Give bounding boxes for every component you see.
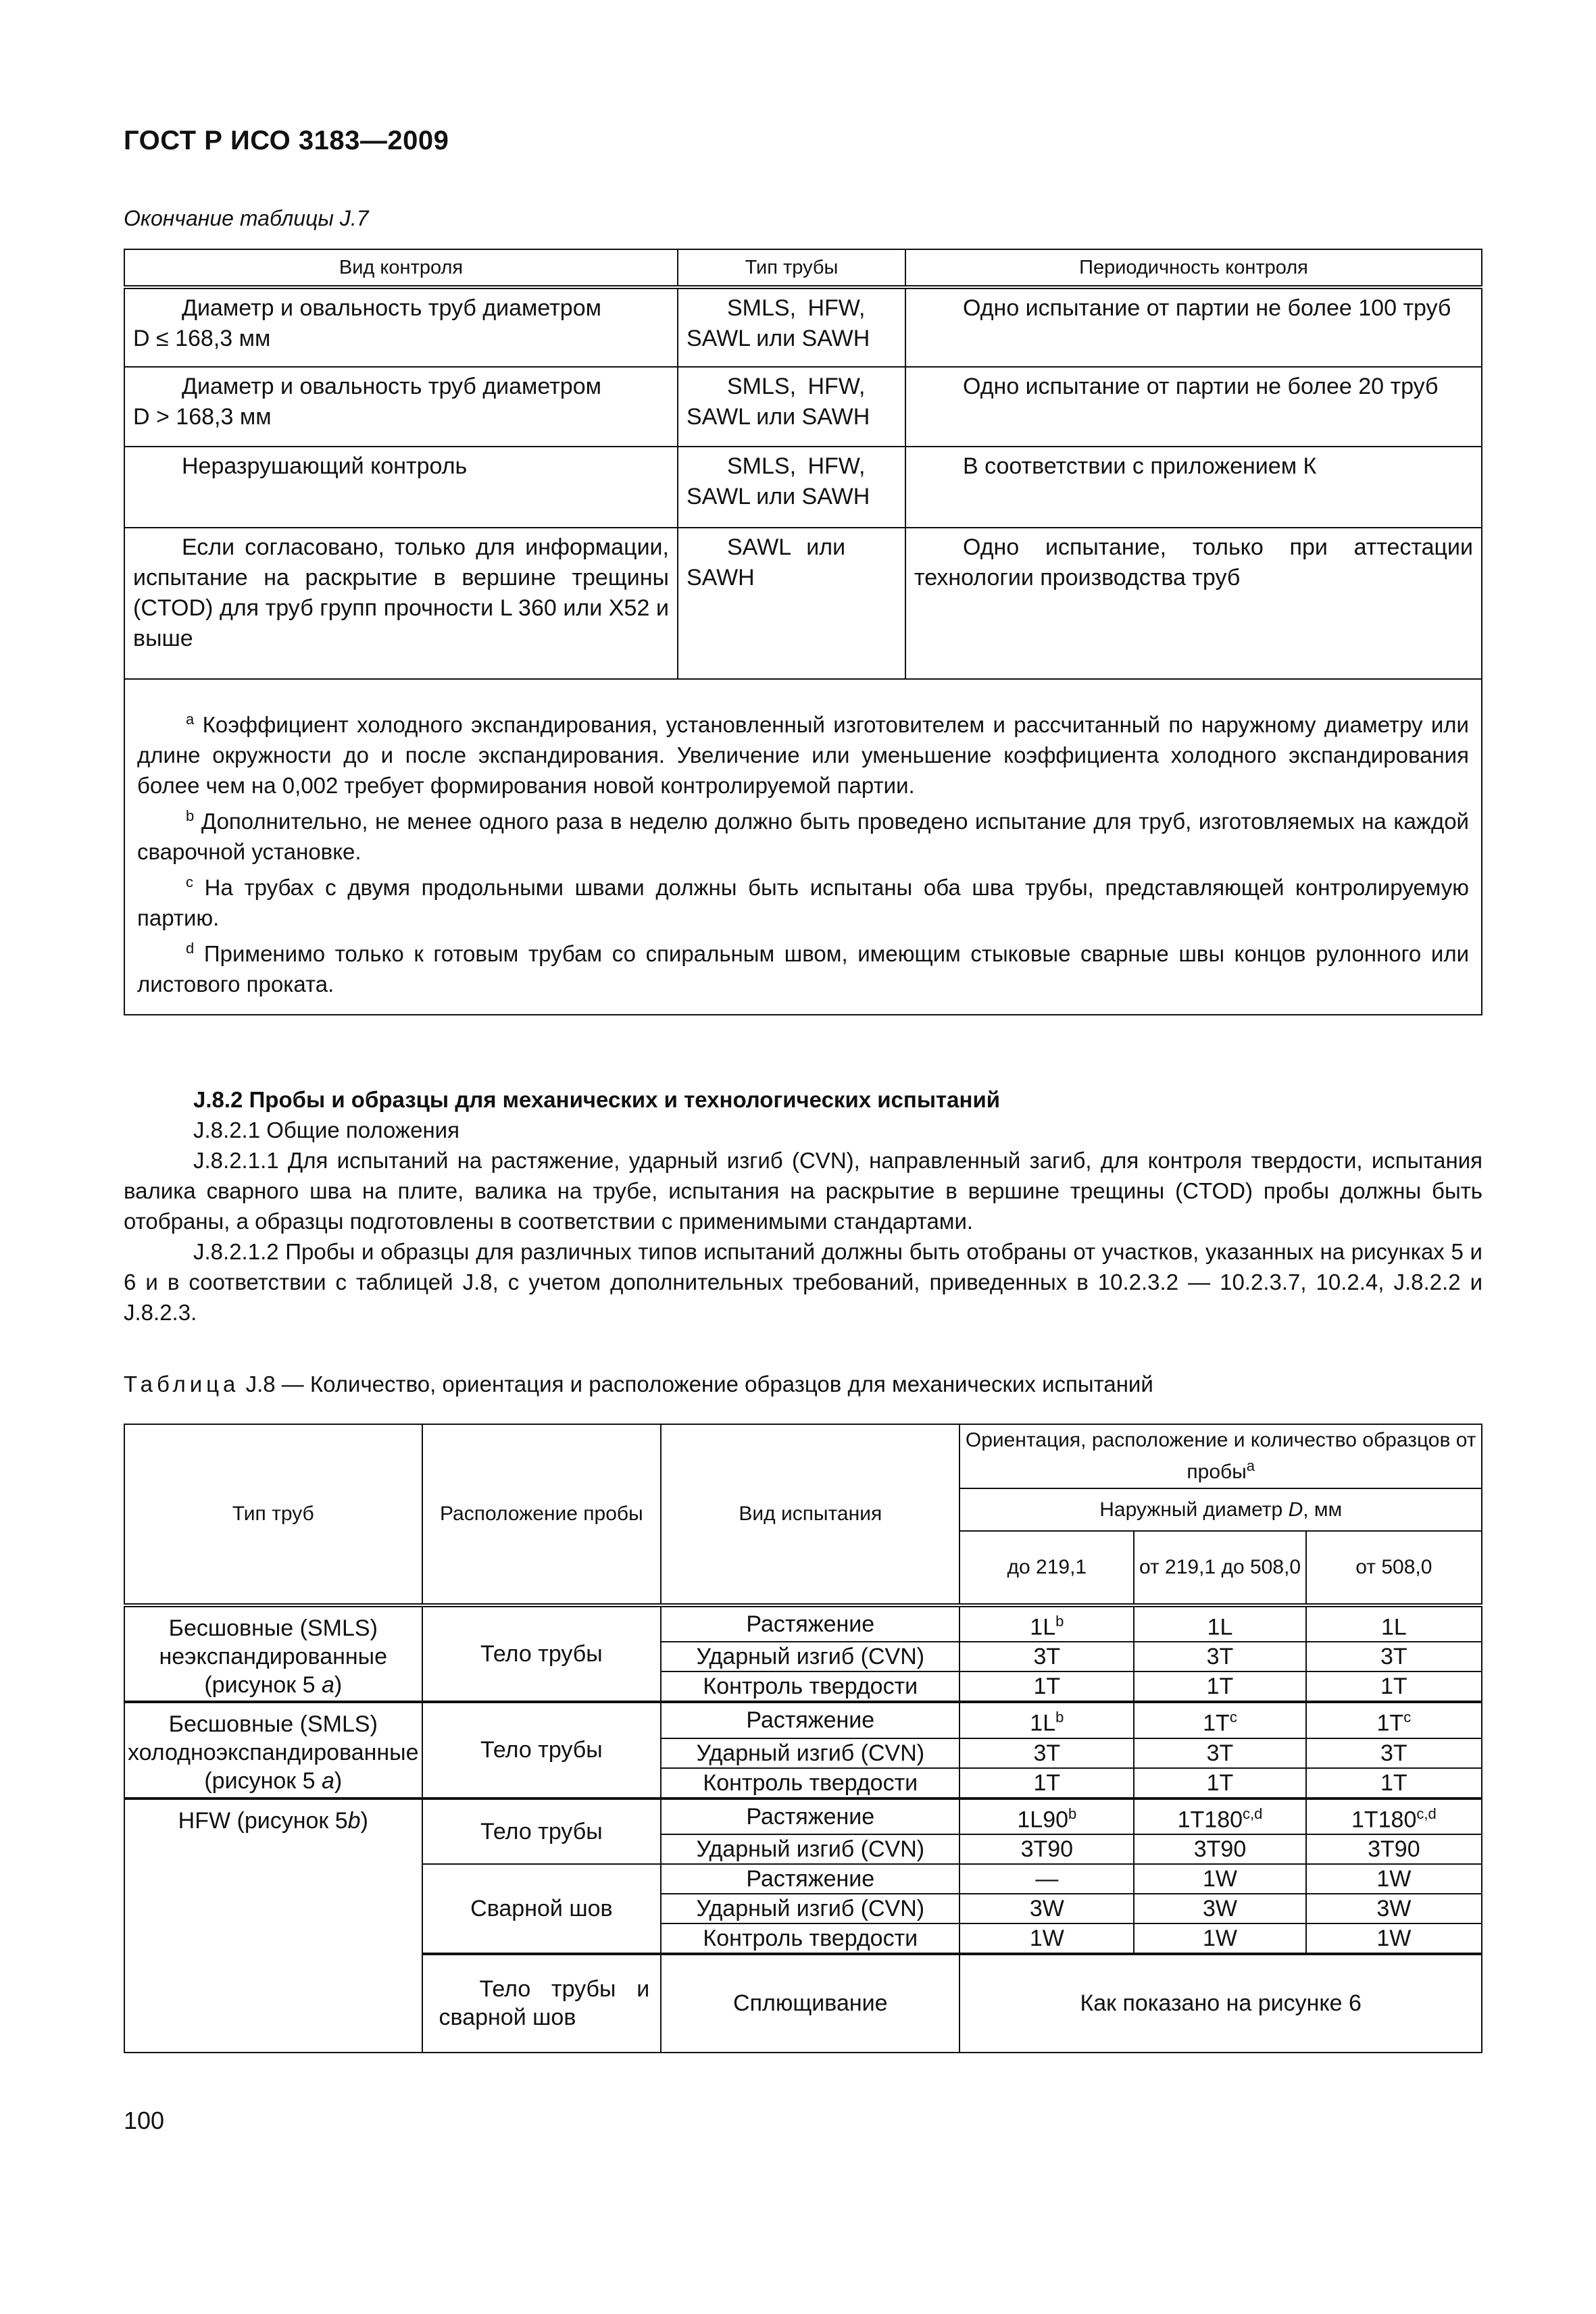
- cell-text: SMLS, HFW,: [727, 453, 866, 479]
- table-row: [124, 1702, 1482, 1738]
- cell-value: 1T: [1306, 1671, 1482, 1702]
- cell-test: Контроль твердости: [661, 1671, 959, 1702]
- cell-value: 3T90: [959, 1834, 1134, 1864]
- col-header-outer-diameter: Наружный диаметр D, мм: [959, 1488, 1482, 1531]
- cell-value: $1L^b$: [959, 1605, 1134, 1642]
- col-header-control-type: Вид контроля: [124, 249, 678, 287]
- cell-location: Тело трубы и сварной шов: [422, 1954, 662, 2053]
- cell-value: 1T180$^{c,d}$: [1306, 1799, 1482, 1834]
- cell-value: 3T: [1134, 1738, 1305, 1768]
- cell-value: $1L^b$: [959, 1702, 1134, 1738]
- col-header-orientation: Ориентация, расположение и количество образцов от пробы$^a$: [959, 1424, 1482, 1488]
- cell-location: Тело трубы: [422, 1702, 662, 1798]
- cell-value: 1T: [959, 1768, 1134, 1799]
- cell-value: $1T^c$: [1306, 1702, 1482, 1738]
- cell-value: 1W: [959, 1923, 1134, 1954]
- cell-text: Неразрушающий контроль: [182, 453, 468, 479]
- footnote-d: $^d$ Применимо только к готовым трубам со спиральным швом, имеющим стыковые сварные швы концов рулонного или листового проката.: [137, 940, 1470, 997]
- table-row: [124, 1605, 1482, 1642]
- cell-value: $1T^c$: [1134, 1702, 1305, 1738]
- cell-location: Тело трубы: [422, 1799, 662, 1864]
- cell-test: Контроль твердости: [661, 1923, 959, 1954]
- footnote-b: $^b$ Дополнительно, не менее одного раза в неделю должно быть проведено испытание для труб, изготовляемых на каждой сварочной установке.: [137, 807, 1469, 864]
- section-j82: [124, 1084, 1482, 1328]
- table-j7: [124, 249, 1482, 1015]
- cell-value: 1L90$^b$: [959, 1799, 1134, 1834]
- cell-test: Ударный изгиб (CVN): [661, 1642, 959, 1671]
- cell-test: Ударный изгиб (CVN): [661, 1894, 959, 1923]
- document-header: ГОСТ Р ИСО 3183—2009: [124, 126, 449, 155]
- cell-pipe-type: HFW (рисунок 5b): [124, 1799, 422, 2053]
- col-header-test-type: Вид испытания: [661, 1424, 959, 1605]
- cell-text: Диаметр и овальность труб диаметром: [182, 295, 601, 321]
- footnote-c: $^c$ На трубах с двумя продольными швами должны быть испытаны оба шва трубы, представляющей контролируемую партию.: [137, 874, 1469, 930]
- cell-value: 3T90: [1306, 1834, 1482, 1864]
- cell-value: —: [959, 1864, 1134, 1894]
- paragraph: J.8.2.1.1 Для испытаний на растяжение, ударный изгиб (CVN), направленный загиб, для контроля твердости, испытания валика сварного шва на плите, валика на трубе, испытания на раскрытие в вершине трещины (CTOD) пробы должны быть отобраны, а образцы подготовлены в соответствии с применимыми стандартами.: [124, 1148, 1482, 1234]
- footnote-a: $^a$ Коэффициент холодного экспандирования, установленный изготовителем и рассчитанный по наружному диаметру или длине окружности до и после экспандирования. Увеличение или уменьшение коэффициента холодного экспандирования более чем на 0,002 требует формирования новой контролируемой партии.: [137, 711, 1469, 798]
- cell-pipe-type: Бесшовные (SMLS) неэкспандированные (рисунок 5 a): [124, 1605, 422, 1702]
- cell-text: SMLS, HFW,: [727, 295, 866, 321]
- cell-text: Диаметр и овальность труб диаметром: [182, 374, 601, 399]
- cell-value: 1W: [1134, 1864, 1305, 1894]
- col-header-pipe-type: Тип трубы: [678, 249, 905, 287]
- cell-text: Одно испытание от партии не более 100 труб: [963, 295, 1451, 321]
- cell-value: 3T90: [1134, 1834, 1305, 1864]
- table-notes-row: [124, 679, 1482, 1015]
- col-header-location: Расположение пробы: [422, 1424, 662, 1605]
- cell-value: 1T: [959, 1671, 1134, 1702]
- cell-text: D > 168,3 мм: [133, 404, 272, 430]
- cell-test: Сплющивание: [661, 1954, 959, 2053]
- cell-value: Как показано на рисунке 6: [959, 1954, 1482, 2053]
- cell-value: 3T: [959, 1642, 1134, 1671]
- cell-value: 3T: [1306, 1642, 1482, 1671]
- cell-text: SAWL или SAWH: [687, 404, 870, 430]
- cell-value: 3T: [1134, 1642, 1305, 1671]
- cell-text: В соответствии с приложением К: [963, 453, 1317, 479]
- cell-text: SAWL или SAWH: [687, 484, 870, 509]
- cell-value: 1W: [1134, 1923, 1305, 1954]
- table-j8: [124, 1424, 1482, 2053]
- cell-value: 1L: [1306, 1605, 1482, 1642]
- cell-value: 1T: [1134, 1768, 1305, 1799]
- subsection-heading: J.8.2.1 Общие положения: [193, 1117, 459, 1142]
- cell-value: 3W: [1134, 1894, 1305, 1923]
- table-row: [124, 367, 1482, 447]
- cell-test: Растяжение: [661, 1605, 959, 1642]
- cell-test: Ударный изгиб (CVN): [661, 1738, 959, 1768]
- table-row: [124, 447, 1482, 528]
- cell-value: 1W: [1306, 1864, 1482, 1894]
- cell-text: D ≤ 168,3 мм: [133, 326, 271, 351]
- col-header-frequency: Периодичность контроля: [905, 249, 1482, 287]
- table-j7-caption: Окончание таблицы J.7: [124, 206, 369, 230]
- col-header-d3: от 508,0: [1306, 1531, 1482, 1605]
- cell-location: Сварной шов: [422, 1864, 662, 1954]
- cell-value: 3W: [959, 1894, 1134, 1923]
- cell-text: Если согласовано, только для информации, испытание на раскрытие в вершине трещины (CTOD) для труб групп прочности L 360 или X52 и выше: [133, 534, 669, 651]
- table-j8-title: Таблица J.8 — Количество, ориентация и расположение образцов для механических испытаний: [124, 1372, 1153, 1397]
- cell-value: 1L: [1134, 1605, 1305, 1642]
- cell-text: Одно испытание, только при аттестации технологии производства труб: [914, 534, 1473, 590]
- cell-value: 1T: [1134, 1671, 1305, 1702]
- cell-value: 1W: [1306, 1923, 1482, 1954]
- cell-test: Растяжение: [661, 1799, 959, 1834]
- cell-test: Растяжение: [661, 1864, 959, 1894]
- cell-value: 3W: [1306, 1894, 1482, 1923]
- table-row: [124, 1799, 1482, 1834]
- cell-test: Ударный изгиб (CVN): [661, 1834, 959, 1864]
- paragraph: J.8.2.1.2 Пробы и образцы для различных типов испытаний должны быть отобраны от участков, указанных на рисунках 5 и 6 и в соответствии с таблицей J.8, с учетом дополнительных требований, приведенных в 10.2.3.2 — 10.2.3.7, 10.2.4, J.8.2.2 и J.8.2.3.: [124, 1239, 1482, 1325]
- cell-text: SMLS, HFW,: [727, 374, 866, 399]
- col-header-d1: до 219,1: [959, 1531, 1134, 1605]
- cell-value: 1T: [1306, 1768, 1482, 1799]
- page-number: 100: [124, 2107, 165, 2134]
- cell-value: 3T: [1306, 1738, 1482, 1768]
- cell-value: 3T: [959, 1738, 1134, 1768]
- cell-test: Растяжение: [661, 1702, 959, 1738]
- cell-pipe-type: Бесшовные (SMLS) холодноэкспандированные (рисунок 5 a): [124, 1702, 422, 1798]
- cell-text: SAWL или SAWH: [687, 534, 846, 590]
- cell-location: Тело трубы: [422, 1605, 662, 1702]
- cell-value: 1T180$^{c,d}$: [1134, 1799, 1305, 1834]
- section-heading: J.8.2 Пробы и образцы для механических и технологических испытаний: [193, 1087, 1001, 1112]
- col-header-pipe-type: Тип труб: [124, 1424, 422, 1605]
- table-row: [124, 528, 1482, 679]
- table-row: [124, 287, 1482, 367]
- col-header-d2: от 219,1 до 508,0: [1134, 1531, 1305, 1605]
- cell-test: Контроль твердости: [661, 1768, 959, 1799]
- cell-text: SAWL или SAWH: [687, 326, 870, 351]
- cell-text: Одно испытание от партии не более 20 труб: [963, 374, 1439, 399]
